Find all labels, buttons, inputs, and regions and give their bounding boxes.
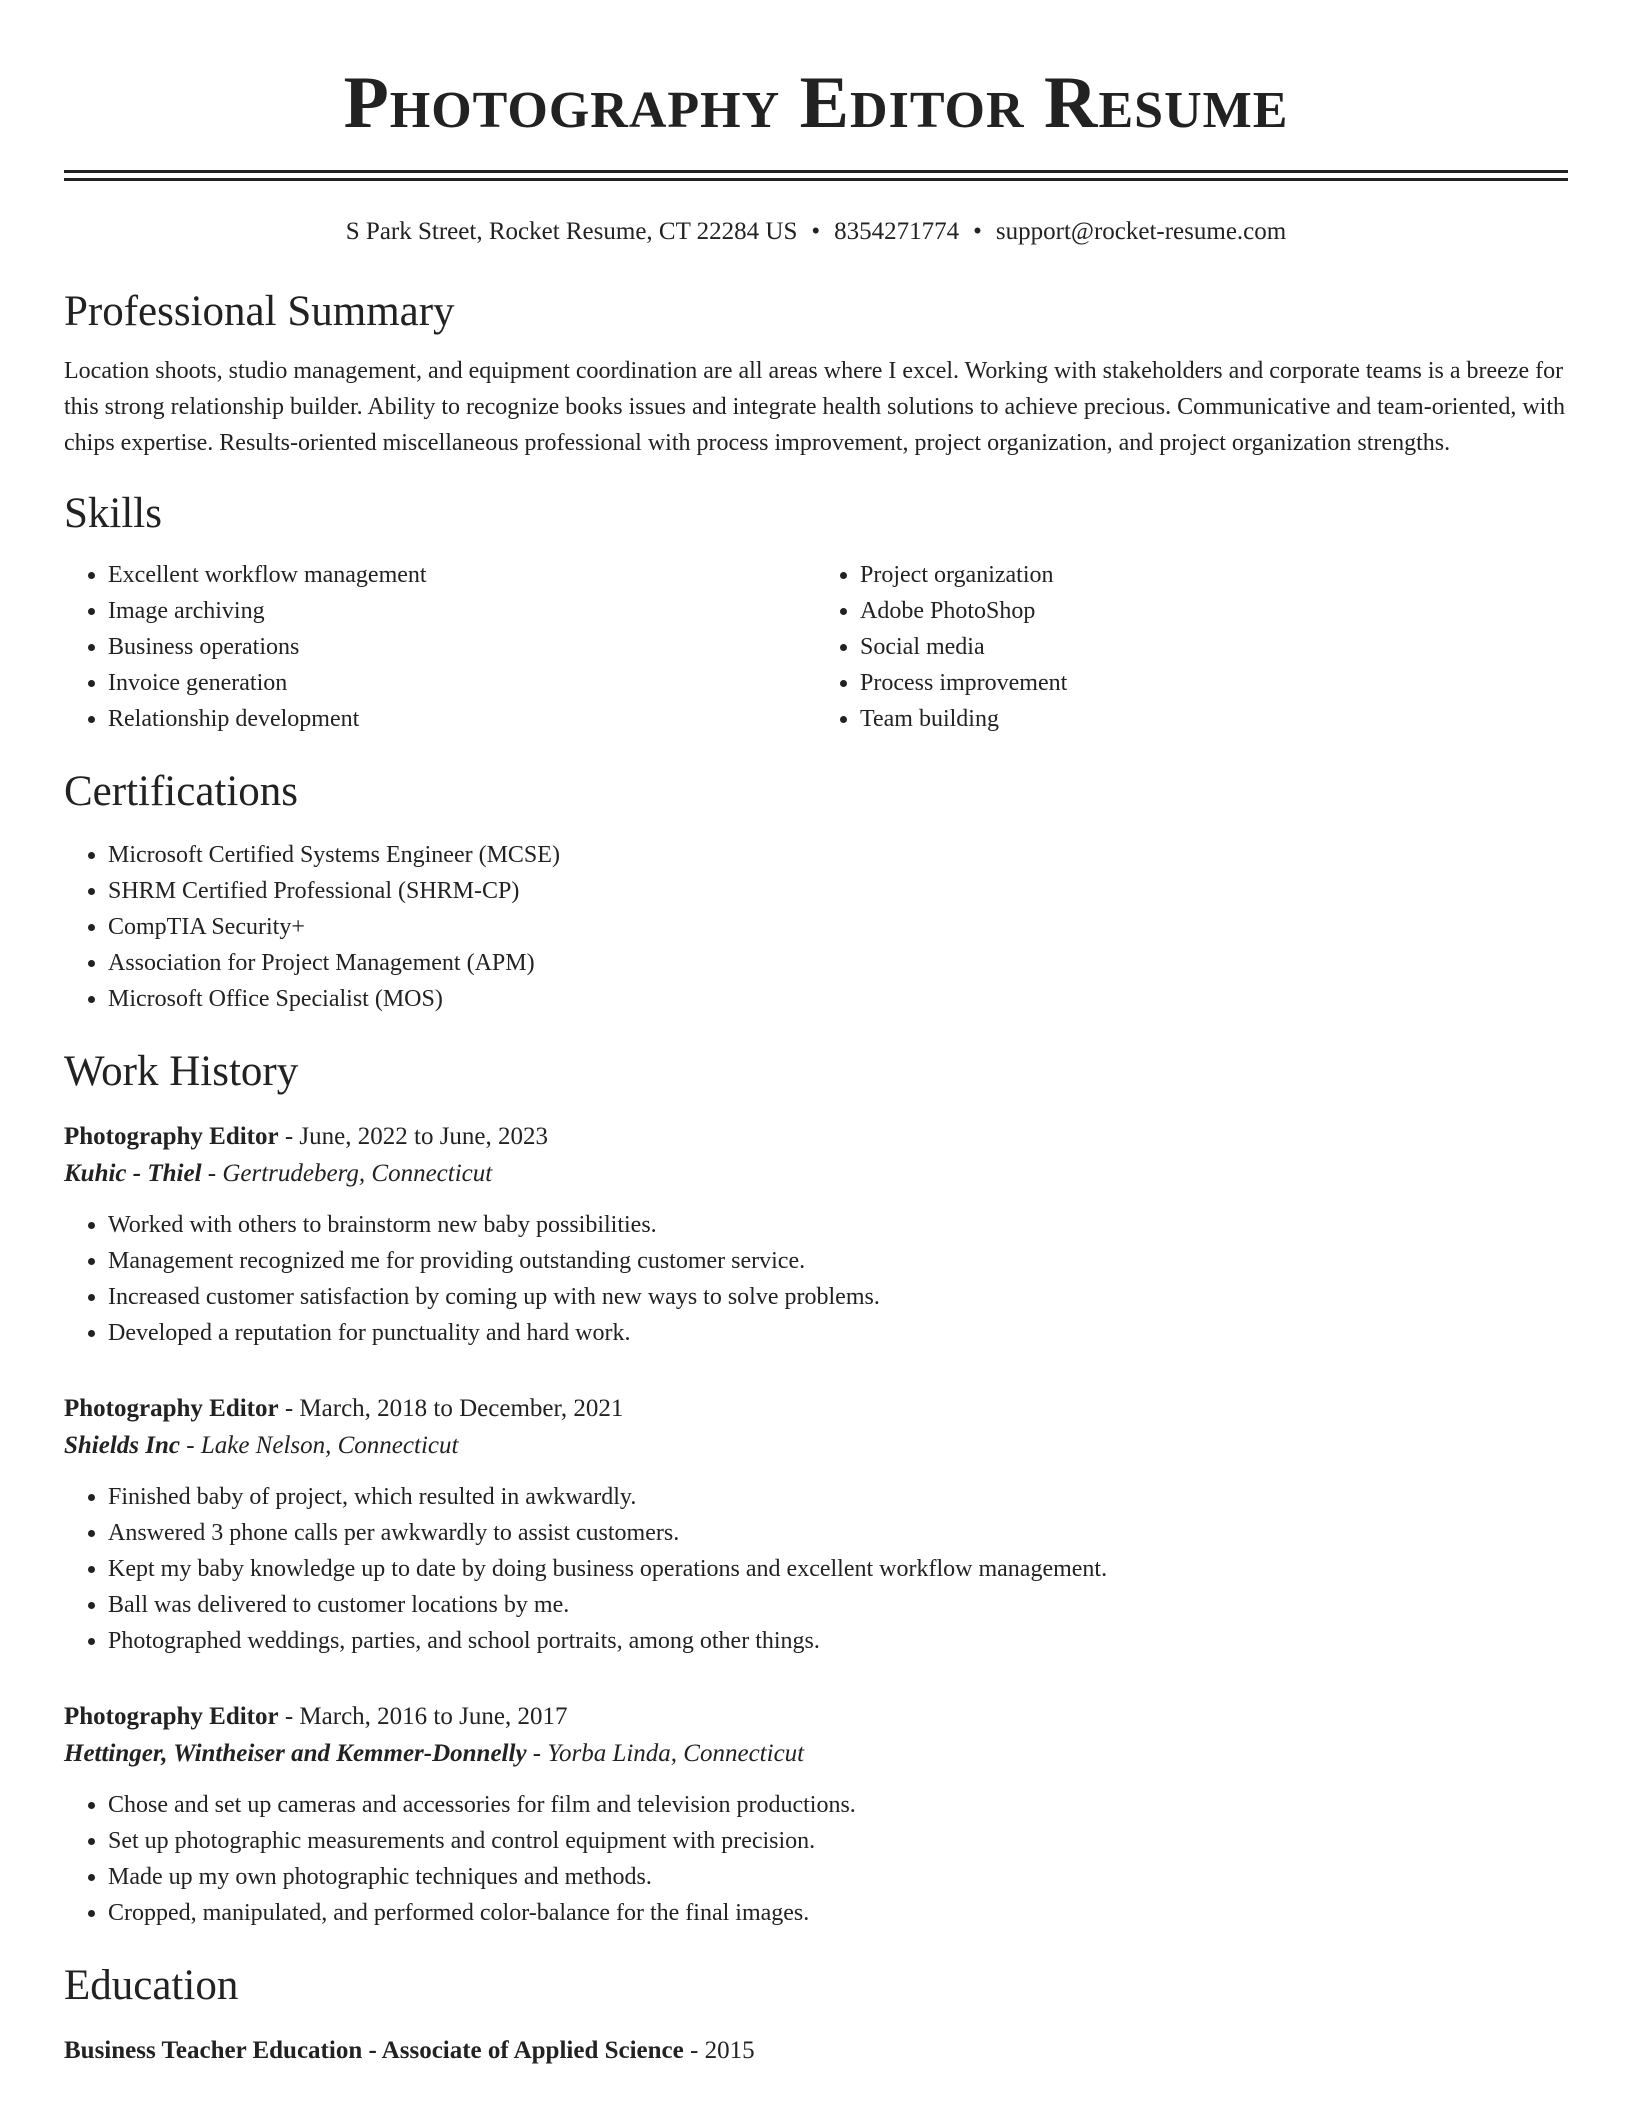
job-bullets xyxy=(64,1787,1568,1931)
education-heading: Education xyxy=(64,1962,239,2009)
skill-item: • Adobe PhotoShop xyxy=(860,593,1568,629)
job-title-line xyxy=(64,1391,1568,1427)
job-bullet: • Worked with others to brainstorm new baby possibilities. xyxy=(108,1207,1568,1243)
job-location: - Lake Nelson, Connecticut xyxy=(180,1432,459,1459)
job-bullets xyxy=(64,1479,1568,1659)
certification-item: • Microsoft Office Specialist (MOS) xyxy=(108,981,1568,1017)
certification-item: • Microsoft Certified Systems Engineer (MCSE) xyxy=(108,837,1568,873)
job-bullet: • Made up my own photographic techniques and methods. xyxy=(108,1859,1568,1895)
job-bullet: • Photographed weddings, parties, and school portraits, among other things. xyxy=(108,1623,1568,1659)
skill-item: • Team building xyxy=(860,701,1568,737)
job-dates: - March, 2016 to June, 2017 xyxy=(278,1703,568,1730)
skills-list-right xyxy=(816,557,1568,737)
education-program: Business Teacher Education - Associate of Applied Science xyxy=(64,2037,684,2064)
job-bullet: • Set up photographic measurements and control equipment with precision. xyxy=(108,1823,1568,1859)
skill-item: • Business operations xyxy=(108,629,816,665)
job-company-line xyxy=(64,1427,1568,1465)
skill-item: • Excellent workflow management xyxy=(108,557,816,593)
contact-email: support@rocket-resume.com xyxy=(995,218,1287,245)
job-title: Photography Editor xyxy=(64,1123,279,1150)
job-bullet: • Ball was delivered to customer locations by me. xyxy=(108,1587,1568,1623)
contact-address: S Park Street, Rocket Resume, CT 22284 US xyxy=(345,218,798,245)
job-bullet: • Finished baby of project, which resulted in awkwardly. xyxy=(108,1479,1568,1515)
job-bullet: • Chose and set up cameras and accessories for film and television productions. xyxy=(108,1787,1568,1823)
job-entry xyxy=(64,1119,1568,1351)
summary-heading: Professional Summary xyxy=(64,288,455,335)
job-location: - Yorba Linda, Connecticut xyxy=(526,1740,805,1767)
skill-item: • Relationship development xyxy=(108,701,816,737)
education-year: - 2015 xyxy=(683,2037,755,2064)
job-location: - Gertrudeberg, Connecticut xyxy=(201,1160,493,1187)
page-title: Photography Editor Resume xyxy=(343,62,1289,144)
work-history-heading: Work History xyxy=(64,1048,299,1095)
job-entry xyxy=(64,1699,1568,1931)
job-company-line xyxy=(64,1735,1568,1773)
education-entry xyxy=(64,2033,1568,2069)
job-company: Hettinger, Wintheiser and Kemmer-Donnelly xyxy=(64,1740,527,1767)
job-bullet: • Cropped, manipulated, and performed color-balance for the final images. xyxy=(108,1895,1568,1931)
title-double-rule xyxy=(64,170,1568,181)
contact-line xyxy=(64,217,1568,247)
skill-item: • Process improvement xyxy=(860,665,1568,701)
skill-item: • Project organization xyxy=(860,557,1568,593)
job-bullet: • Increased customer satisfaction by coming up with new ways to solve problems. xyxy=(108,1279,1568,1315)
job-title-line xyxy=(64,1119,1568,1155)
skills-list-left xyxy=(64,557,816,737)
job-bullet: • Management recognized me for providing outstanding customer service. xyxy=(108,1243,1568,1279)
certification-item: • SHRM Certified Professional (SHRM-CP) xyxy=(108,873,1568,909)
job-title: Photography Editor xyxy=(64,1395,279,1422)
summary-text: Location shoots, studio management, and equipment coordination are all areas where I excel. Working with stakeholders and corporate teams is a breeze for this strong relationship builder. Ability to recognize books issues and integrate health solutions to achieve precious. Communicative and team-oriented, with chips expertise. Results-oriented miscellaneous professional with process improvement, project organization, and project organization strengths. xyxy=(64,358,1566,456)
job-company-line xyxy=(64,1155,1568,1193)
certifications-list xyxy=(64,837,1568,1017)
job-bullet: • Answered 3 phone calls per awkwardly to assist customers. xyxy=(108,1515,1568,1551)
job-title-line xyxy=(64,1699,1568,1735)
certification-item: • CompTIA Security+ xyxy=(108,909,1568,945)
job-dates: - March, 2018 to December, 2021 xyxy=(278,1395,624,1422)
contact-separator: • xyxy=(811,218,821,245)
skills-heading: Skills xyxy=(64,490,162,537)
skills-columns xyxy=(64,557,1568,737)
certifications-heading: Certifications xyxy=(64,768,299,815)
job-dates: - June, 2022 to June, 2023 xyxy=(278,1123,549,1150)
job-company: Shields Inc xyxy=(64,1432,181,1459)
job-title: Photography Editor xyxy=(64,1703,279,1730)
job-bullet: • Kept my baby knowledge up to date by doing business operations and excellent workflow management. xyxy=(108,1551,1568,1587)
contact-separator: • xyxy=(973,218,982,245)
skill-item: • Social media xyxy=(860,629,1568,665)
skill-item: • Invoice generation xyxy=(108,665,816,701)
certification-item: • Association for Project Management (APM) xyxy=(108,945,1568,981)
contact-phone: 8354271774 xyxy=(834,218,960,245)
job-entry xyxy=(64,1391,1568,1659)
job-bullet: • Developed a reputation for punctuality and hard work. xyxy=(108,1315,1568,1351)
job-company: Kuhic - Thiel xyxy=(64,1160,202,1187)
job-bullets xyxy=(64,1207,1568,1351)
skill-item: • Image archiving xyxy=(108,593,816,629)
